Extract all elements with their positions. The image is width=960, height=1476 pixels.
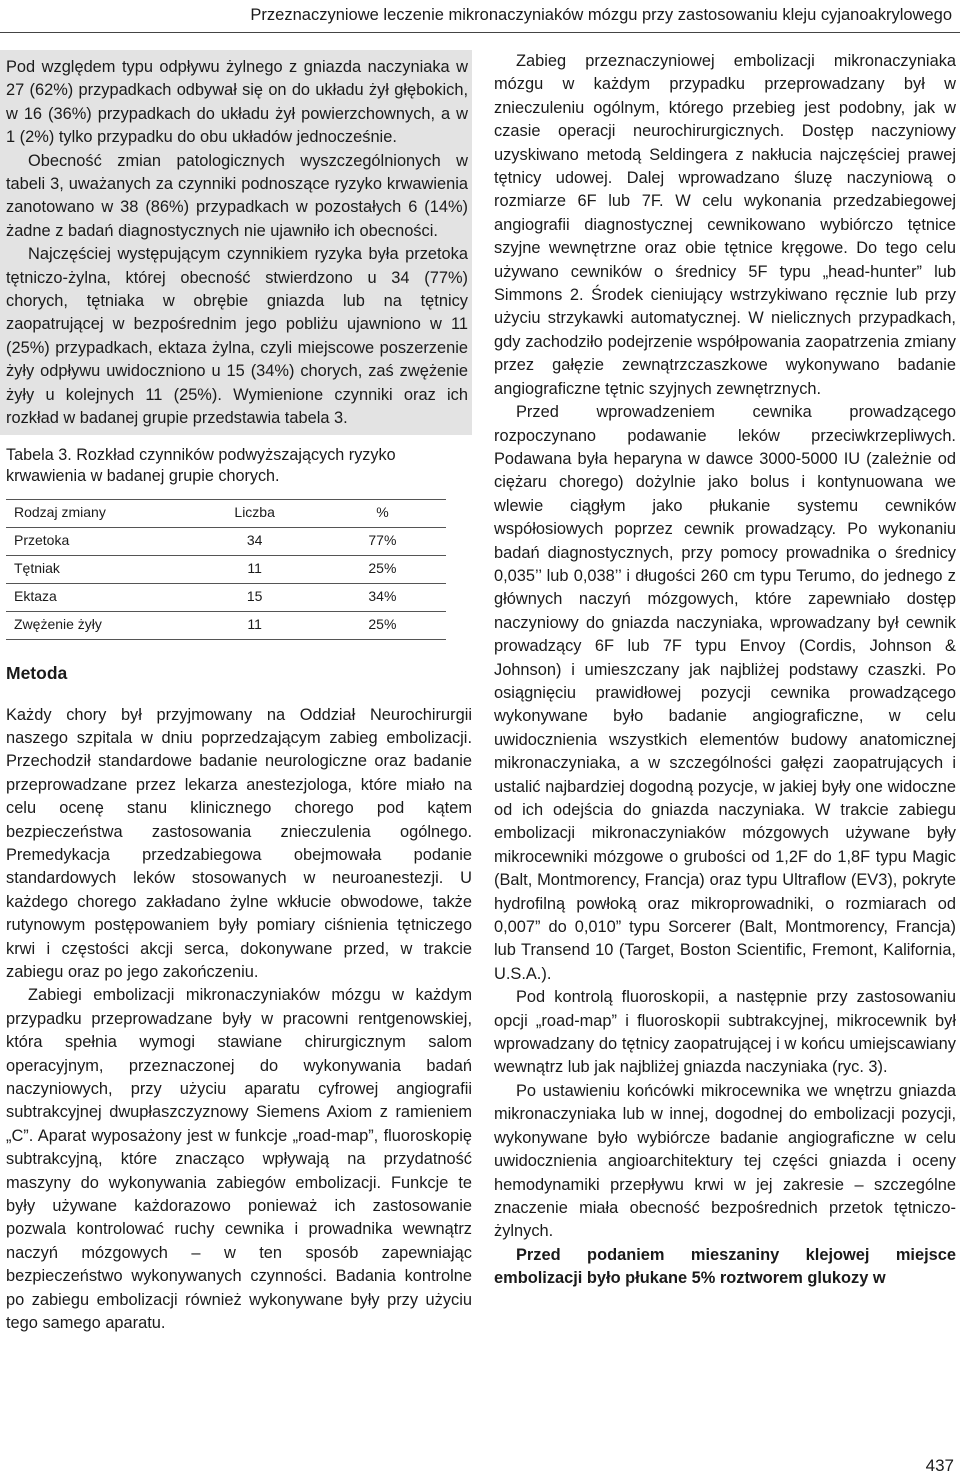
table-row: [6, 555, 446, 583]
paragraph: Każdy chory był przyjmowany na Oddział Neurochirurgii naszego szpitala w dniu poprzedzającym zabieg embolizacji. Przechodził standardowe badanie neurologiczne oraz badanie przeprowadzane przez lekarza anestezjologa, które miało na celu ocenę stanu klinicznego chorego pod kątem bezpieczeństwa zastosowania znieczulenia ogólnego. Premedykacja przedzabiegowa obejmowała podanie standardowych leków stosowanych w neuroanestezji. U każdego chorego zakładano żylne wkłucie obwodowe, także rutynowym postępowaniem były pomiary ciśnienia tętniczego krwi i częstości akcji serca, dokonywane przed, w trakcie zabiegu oraz po jego zakończeniu.: [6, 705, 472, 981]
paragraph: Pod kontrolą fluoroskopii, a następnie przy zastosowaniu opcji „road-map” i fluoroskopii subtrakcyjnej, mikrocewnik był wprowadzany do tętnicy zaopatrującej i w końcu umiejscawiany wewnątrz lub jak najbliżej gniazda naczyniaka (ryc. 3).: [494, 988, 956, 1077]
paragraph: Najczęściej występującym czynnikiem ryzyka była przetoka tętniczo-żylna, której obecność stwierdzono u 34 (77%) chorych, tętniaka w obrębie gniazda lub na tętnicy zaopatrującej w bezpośrednim jego pobliżu ujawniono w 11 (25%) przypadkach, ektaza żylna, czyli miejscowe poszerzenie żyły odpływu uwidoczniono u 15 (34%) chorych, zaś zwężenie żyły u kolejnych 11 (25%). Wymienione czynniki oraz ich rozkład w badanej grupie przedstawia tabela 3.: [6, 245, 468, 428]
paragraph: Po ustawieniu końcówki mikrocewnika we wnętrzu gniazda mikronaczyniaka lub w innej, dogodnej do embolizacji pozycji, wykonywane było wybiórcze badanie angiograficzne w celu uwidocznienia angioarchitektury tej części gniazda i oceny hemodynamiki przepływu krwi w jej zakresie – szczególne znaczenie miała obecność bezpośrednich przetok tętniczo-żylnych.: [494, 1081, 956, 1241]
paragraph: Pod względem typu odpływu żylnego z gniazda naczyniaka w 27 (62%) przypadkach odbywał się on do układu żył głębokich, w 16 (36%) przypadkach do układu żył powierzchownych, a w 1 (2%) tylko przypadku do obu układów jednocześnie.: [6, 58, 468, 147]
table-cell: Przetoka: [6, 527, 190, 555]
page-number: 437: [925, 1456, 954, 1475]
table-cell: 11: [190, 611, 318, 639]
paragraph: Przed wprowadzeniem cewnika prowadzącego rozpoczynano podawanie leków przeciwkrzepliwych. Podawana była heparyna w dawce 3000-5000 IU (zależnie od ciężaru chorego) dożylnie jako bolus i kontynuowana we wlewie ciągłym jako płukanie systemu cewników współosiowych poprzez cewnik prowadzący. Po wykonaniu badań diagnostycznych, przy pomocy prowadnika o średnicy 0,035’’ lub 0,038’’ i długości 260 cm typu Terumo, do jednego z głównych naczyń mózgowych, które zapewniało dostęp naczyniowy do gniazda naczyniaka, wprowadzany był cewnik prowadzący 6F lub 7F typu Envoy (Cordis, Johnson & Johnson) i umieszczany jak najbliżej podstawy czaszki. Po osiągnięciu prawidłowej pozycji cewnika prowadzącego wykonywane było badanie angiograficzne, w celu uwidocznienia wszystkich elementów budowy anatomicznej mikronaczyniaka, a w szczególności gałęzi zaopatrujących i ustalić najbardziej dogodną pozycje, w jakiej były one widoczne od ich odejścia do gniazda naczyniaka. W trakcie zabiegu embolizacji mikronaczyniaków mózgowych używane były mikrocewniki mózgowe o grubości od 1,2F do 1,8F typu Magic (Balt, Montmorency, Francja) oraz typu Ultraflow (EV3), pokryte hydrofilną powłoką oraz mikroprowadniki, o rozmiarach od 0,007” do 0,010” typu Sorcerer (Balt, Montmorency, Francja) lub Transend 10 (Target, Boston Scientific, Fremont, Kalifornia, U.S.A.).: [494, 403, 956, 983]
bold-paragraph: Przed podaniem mieszaniny klejowej miejsce embolizacji było płukane 5% roztworem glukozy w: [494, 1245, 956, 1288]
shaded-results-box: [0, 50, 472, 435]
section-heading: Metoda: [6, 662, 68, 683]
running-title: Przeznaczyniowe leczenie mikronaczyniaków mózgu przy zastosowaniu kleju cyjanoakrylowego: [250, 6, 952, 24]
paragraph: Obecność zmian patologicznych wyszczególnionych w tabeli 3, uważanych za czynniki podnoszące ryzyko krwawienia zanotowano w 38 (86%) przypadkach w pozostałych 6 (14%) żadne z badań diagnostycznych nie ujawniło ich obecności.: [6, 151, 468, 240]
column-header: Rodzaj zmiany: [6, 499, 190, 527]
table-cell: Tętniak: [6, 555, 190, 583]
table-cell: 34%: [319, 583, 446, 611]
table-cell: 34: [190, 527, 318, 555]
column-header: %: [319, 499, 446, 527]
running-header: [0, 0, 960, 34]
table-row: [6, 611, 446, 639]
table-cell: 25%: [319, 555, 446, 583]
table-cell: 15: [190, 583, 318, 611]
table-row: [6, 527, 446, 555]
table-cell: 77%: [319, 527, 446, 555]
paragraph: Zabieg przeznaczyniowej embolizacji mikronaczyniaka mózgu w każdym przypadku przeprowadzany był w znieczuleniu ogólnym, którego przebieg jest podobny, jak w czasie operacji neurochirurgicznych. Dostęp naczyniowy uzyskiwano metodą Seldingera z nakłucia najczęściej prawej tętnicy udowej. Dalej wprowadzano śluzę naczyniową o rozmiarze 6F lub 7F. W celu wykonania przedzabiegowej angiografii diagnostycznej cewnikowano wybiórczo tętnice szyjne wewnętrzne oraz obie tętnice kręgowe. Do tego celu używano cewników o średnicy 5F typu „head-hunter” lub Simmons 2. Środek cieniujący wstrzykiwano ręcznie lub przy użyciu strzykawki automatycznej. W nielicznych przypadkach, gdy zachodziło podejrzenie współpowania zaopatrzenia zmiany przez gałęzie zewnątrzczaszkowe wykonywano badanie angiograficzne tętnic szyjnych zewnętrznych.: [494, 52, 956, 398]
table-cell: 25%: [319, 611, 446, 639]
table-cell: 11: [190, 555, 318, 583]
paragraph: Zabiegi embolizacji mikronaczyniaków mózgu w każdym przypadku przeprowadzane były w pracowni rentgenowskiej, która spełnia wymogi stawiane chirurgicznym salom operacyjnym, przeznaczonej do wykonywania badań naczyniowych, przy użyciu aparatu cyfrowej angiografii subtrakcyjnej dwupłaszczyznowy Siemens Axiom z ramieniem „C”. Aparat wyposażony jest w funkcje „road-map”, fluoroskopię subtrakcyjną, które znacząco wpływają na przydatność maszyny do wykonywania zabiegów embolizacji. Funkcje te były używane każdorazowo ponieważ ich zastosowanie pozwala kontrolować ruchy cewnika i prowadnika wewnątrz naczyń mózgowych – w ten sposób zapewniając bezpieczeństwo wykonywanych czynności. Badania kontrolne po zabiegu embolizacji również wykonywane były przy użyciu tego samego aparatu.: [6, 986, 472, 1333]
table-caption: Tabela 3. Rozkład czynników podwyższających ryzyko krwawienia w badanej grupie chorych.: [6, 445, 396, 485]
table-header-row: [6, 499, 446, 527]
table-cell: Zwężenie żyły: [6, 611, 190, 639]
left-column: [6, 50, 472, 1335]
table-cell: Ektaza: [6, 583, 190, 611]
risk-factor-table: [6, 499, 446, 640]
header-divider: [0, 32, 960, 33]
column-header: Liczba: [190, 499, 318, 527]
right-column: [494, 50, 956, 1291]
table-row: [6, 583, 446, 611]
